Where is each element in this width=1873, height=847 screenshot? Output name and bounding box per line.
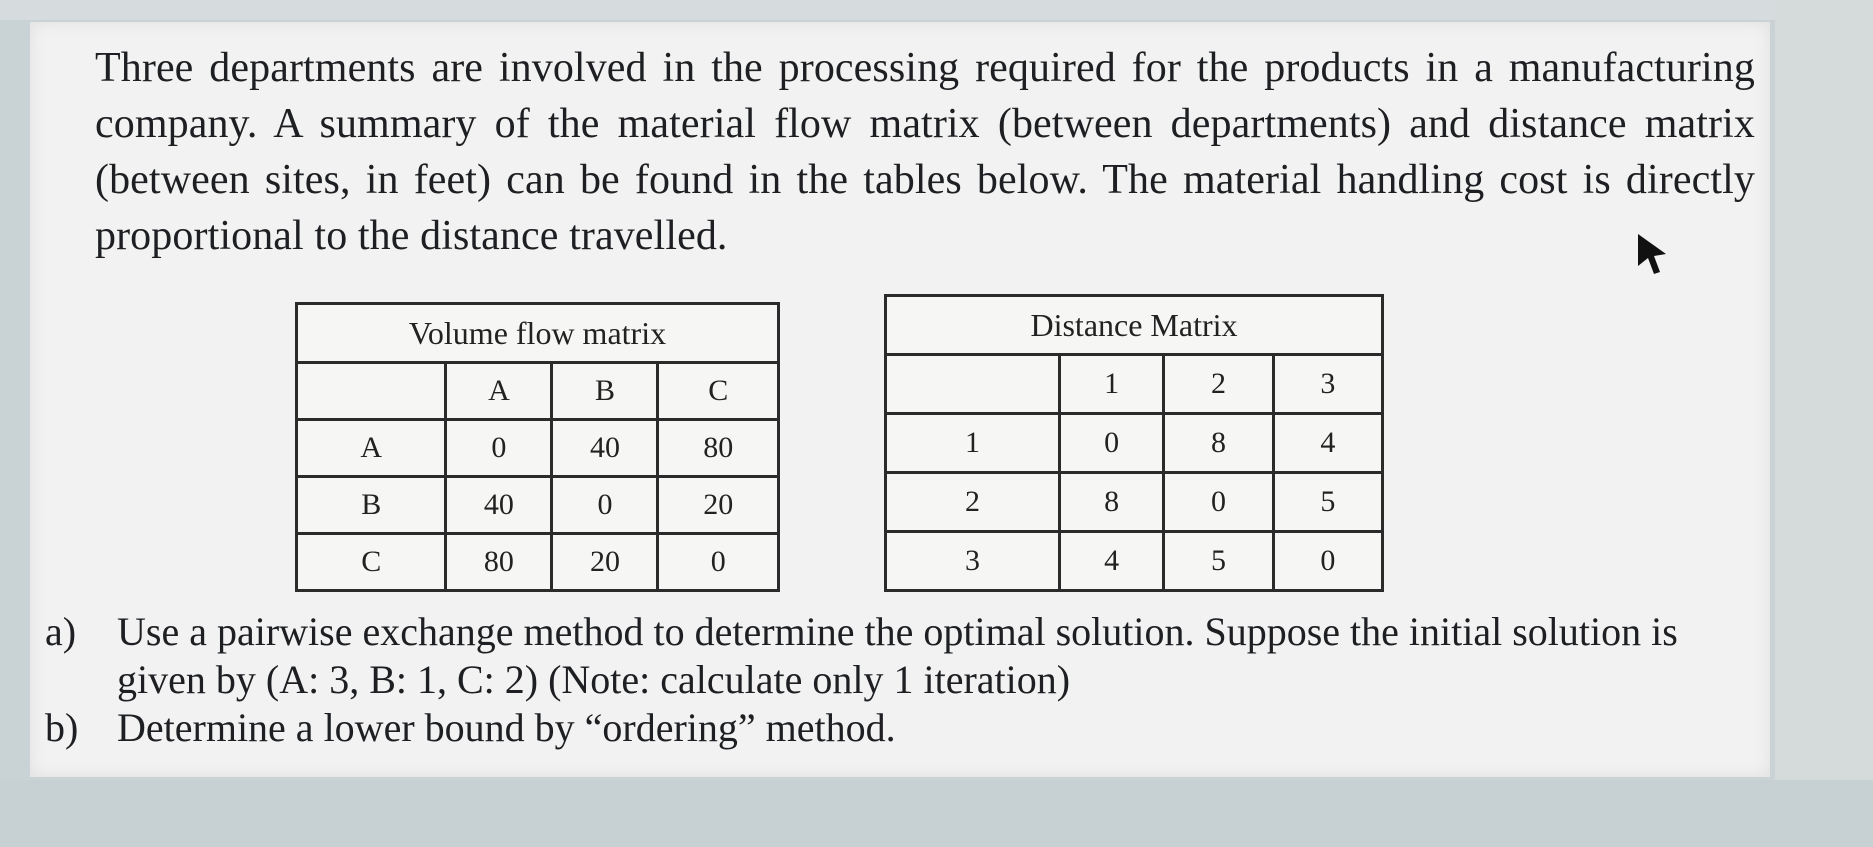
- problem-statement: Three departments are involved in the processing required for the products in a manufacturing company. A summary of the material flow matrix (between departments) and distance matrix (between sites, in feet) can be found in the tables below. The material handling cost is directly proportional to the distance travelled.: [95, 45, 1755, 259]
- table-cell: 40: [552, 420, 658, 477]
- row-label-cell: C: [297, 534, 446, 591]
- table-header-cell: [886, 355, 1060, 414]
- question-letter: a): [45, 609, 77, 654]
- table-cell: 0: [552, 477, 658, 534]
- table-cell: 80: [658, 420, 779, 477]
- table-cell: 0: [1273, 532, 1382, 591]
- table-header-cell: C: [658, 363, 779, 420]
- table-cell: 8: [1059, 473, 1163, 532]
- table-header-cell: A: [446, 363, 552, 420]
- table-cell: 80: [446, 534, 552, 591]
- question-text: Determine a lower bound by “ordering” method.: [117, 705, 896, 750]
- table-cell: 40: [446, 477, 552, 534]
- photo-right-margin: [1775, 0, 1873, 847]
- table-cell: 5: [1164, 532, 1273, 591]
- row-label-cell: 1: [886, 414, 1060, 473]
- table-row: [297, 534, 779, 591]
- table-row: [886, 414, 1383, 473]
- table-header-row: [297, 363, 779, 420]
- row-label-cell: 2: [886, 473, 1060, 532]
- question-b: [45, 704, 1745, 752]
- table-cell: 0: [1164, 473, 1273, 532]
- table-cell: 4: [1059, 532, 1163, 591]
- table-cell: 0: [446, 420, 552, 477]
- table-row: [886, 532, 1383, 591]
- question-list: [45, 608, 1745, 752]
- table-cell: 20: [658, 477, 779, 534]
- table-header-cell: 3: [1273, 355, 1382, 414]
- volume-table-caption: Volume flow matrix: [297, 304, 779, 363]
- photo-top-band: [0, 0, 1873, 20]
- table-cell: 20: [552, 534, 658, 591]
- table-header-cell: [297, 363, 446, 420]
- row-label-cell: A: [297, 420, 446, 477]
- question-text: Use a pairwise exchange method to determine the optimal solution. Suppose the initial solution is given by (A: 3, B: 1, C: 2) (Note: calculate only 1 iteration): [117, 609, 1678, 702]
- table-header-row: [886, 355, 1383, 414]
- table-cell: 8: [1164, 414, 1273, 473]
- question-a: [45, 608, 1745, 704]
- table-row: [297, 477, 779, 534]
- volume-flow-matrix-table: [295, 302, 780, 592]
- table-cell: 5: [1273, 473, 1382, 532]
- table-row: [886, 473, 1383, 532]
- table-row: [297, 420, 779, 477]
- row-label-cell: 3: [886, 532, 1060, 591]
- distance-table-caption: Distance Matrix: [886, 296, 1383, 355]
- table-cell: 0: [1059, 414, 1163, 473]
- question-letter: b): [45, 705, 79, 750]
- photo-bottom-margin: [0, 780, 1873, 847]
- table-header-cell: 2: [1164, 355, 1273, 414]
- table-header-cell: B: [552, 363, 658, 420]
- distance-matrix-table: [884, 294, 1384, 592]
- table-cell: 4: [1273, 414, 1382, 473]
- mouse-pointer-icon: [1632, 230, 1672, 276]
- table-header-cell: 1: [1059, 355, 1163, 414]
- row-label-cell: B: [297, 477, 446, 534]
- table-cell: 0: [658, 534, 779, 591]
